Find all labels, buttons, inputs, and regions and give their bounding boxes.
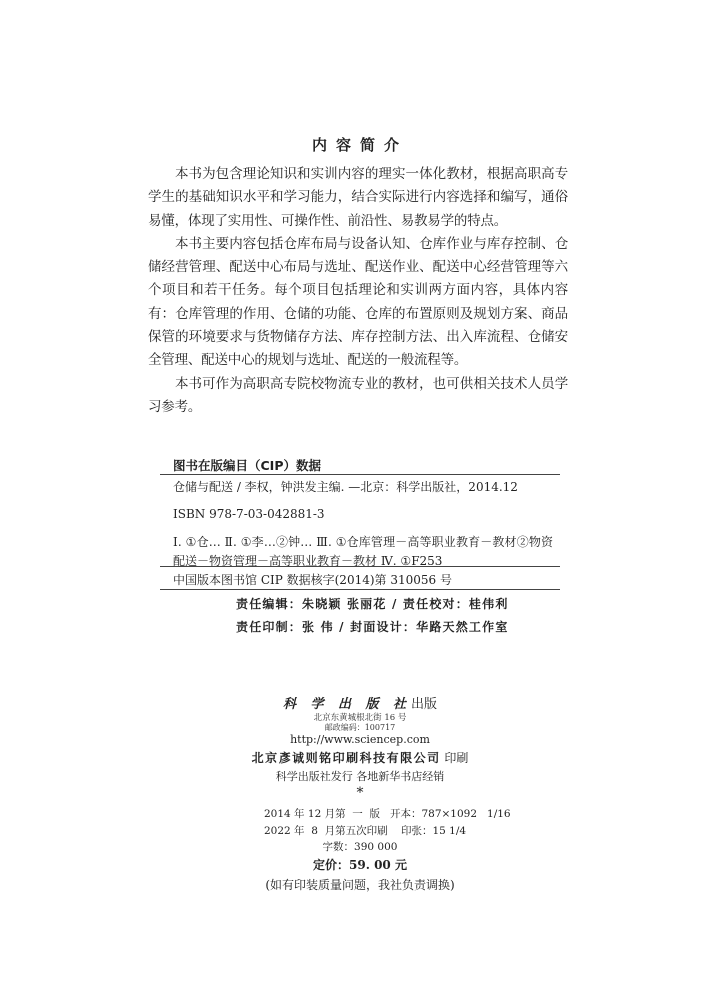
cip-body	[173, 479, 553, 570]
cip-classification: Ⅰ. ①仓… Ⅱ. ①李…②钟… Ⅲ. ①仓库管理－高等职业教育－教材②物资配送－物资管理－高等职业教育－教材 Ⅳ. ①F253	[173, 535, 553, 568]
edition-spec-line: 2014 年 12 月第 一 版 开本：787×1092 1/16	[264, 808, 511, 820]
printer-name: 北京彥诚则铭印刷科技有限公司	[251, 751, 441, 765]
publisher-suffix: 出版	[411, 697, 438, 712]
synopsis-body	[148, 163, 568, 419]
synopsis-paragraph: 本书可作为高职高专院校物流专业的教材，也可供相关技术人员学习参考。	[148, 375, 568, 415]
editor-credits: 责任编辑：朱晓颖 张丽花 / 责任校对：桂伟利	[236, 597, 509, 611]
cip-isbn: ISBN 978-7-03-042881-3	[173, 507, 325, 521]
printer-line	[0, 749, 720, 766]
publisher-address: 北京东黄城根北街 16 号	[313, 713, 407, 723]
price: 定价：59. 00 元	[313, 858, 407, 872]
distribution-line: 科学出版社发行 各地新华书店经销	[275, 770, 445, 783]
cip-middle-rule	[160, 566, 560, 567]
printer-suffix: 印刷	[444, 751, 469, 765]
publisher-postcode: 邮政编码：100717	[324, 723, 396, 732]
publisher-name: 科 学 出 版 社	[282, 697, 412, 712]
publisher-website: http://www.sciencep.com	[290, 733, 430, 746]
cip-title-line: 仓储与配送 / 李权，钟洪发主编. —北京：科学出版社，2014.12	[173, 480, 518, 494]
synopsis-paragraph: 本书主要内容包括仓库布局与设备认知、仓库作业与库存控制、仓储经营管理、配送中心布局与选址、配送作业、配送中心经营管理等六个项目和若干任务。每个项目包括理论和实训两方面内容，具体内容有：仓库管理的作用、仓储的功能、仓库的布置原则及规划方案、商品保管的环境要求与货物储存方法、库存控制方法、出入库流程、仓储安全管理、配送中心的规划与选址、配送的一般流程等。	[148, 235, 568, 369]
quality-notice: (如有印装质量问题，我社负责调换)	[265, 878, 455, 892]
cip-bottom-rule	[160, 589, 560, 590]
synopsis-title: 内容简介	[311, 136, 408, 154]
cip-top-rule	[160, 474, 560, 475]
production-credits: 责任印制：张 伟 / 封面设计：华路天然工作室	[236, 620, 509, 634]
printing-spec-line: 2022 年 8 月第五次印刷 印张：15 1/4	[264, 825, 467, 837]
synopsis-paragraph: 本书为包含理论知识和实训内容的理实一体化教材，根据高职高专学生的基础知识水平和学习能力，结合实际进行内容选择和编写，通俗易懂，体现了实用性、可操作性、前沿性、易教易学的特点。	[148, 166, 568, 229]
cip-approval-number: 中国版本图书馆 CIP 数据核字(2014)第 310056 号	[173, 573, 452, 587]
cip-heading: 图书在版编目（CIP）数据	[173, 458, 321, 473]
publisher-name-line	[0, 693, 720, 712]
separator-star: *	[356, 785, 364, 801]
word-count: 字数：390 000	[322, 841, 398, 853]
